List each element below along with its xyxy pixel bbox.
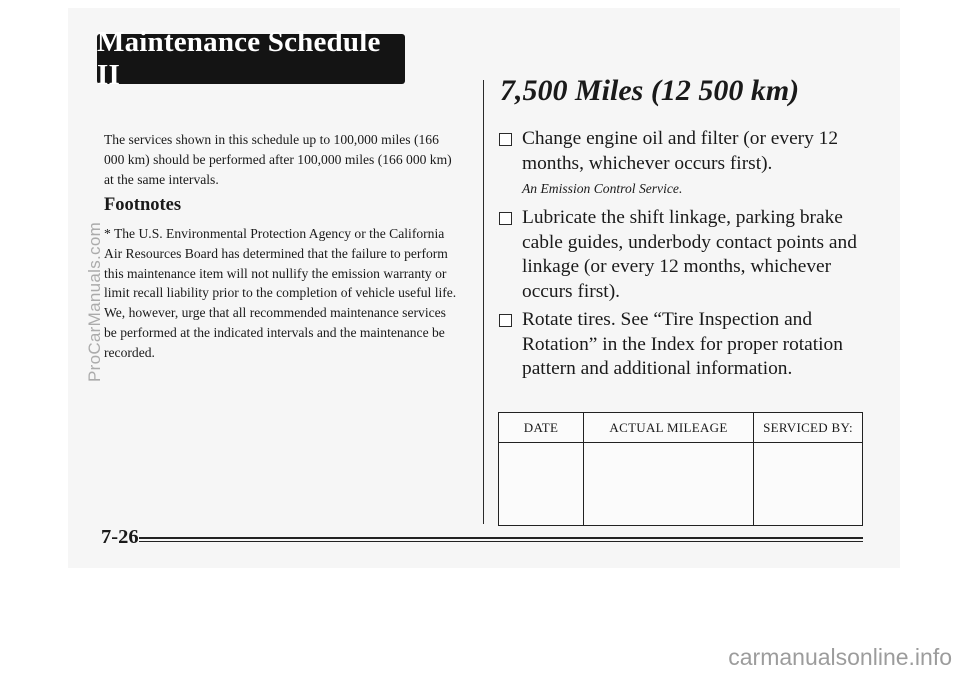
- column-divider: [483, 80, 484, 524]
- checkbox-icon[interactable]: [499, 133, 512, 146]
- checklist-item-text: Rotate tires. See “Tire Inspection and Rotation” in the Index for proper rotation pattern and additional information.: [522, 309, 843, 379]
- table-row: [499, 443, 863, 526]
- table-header-row: [499, 413, 863, 443]
- footnote-text: * The U.S. Environmental Protection Agency or the California Air Resources Board has determined that the failure to perform this maintenance item will not nullify the emission warranty or limit recall liability prior to the completion of vehicle useful life. We, however, urge that all recommended maintenance services be performed at the indicated intervals and the maintenance be recorded.: [104, 226, 457, 360]
- table-header-date: DATE: [499, 413, 584, 443]
- page-number: 7-26: [101, 526, 139, 548]
- date-cell[interactable]: [499, 443, 584, 526]
- intro-paragraph: The services shown in this schedule up to 100,000 miles (166 000 km) should be performed after 100,000 miles (166 000 km) at the same intervals.: [104, 132, 452, 187]
- footer-rule: [139, 537, 863, 539]
- checkbox-icon[interactable]: [499, 212, 512, 225]
- table-header-actual-mileage: ACTUAL MILEAGE: [584, 413, 754, 443]
- page-title: Maintenance Schedule II: [97, 26, 381, 91]
- checklist-item-lubricate: [498, 206, 870, 304]
- bottom-watermark: carmanualsonline.info: [728, 644, 952, 670]
- checklist-item-text: Lubricate the shift linkage, parking brake cable guides, underbody contact points and linkage (or every 12 months, whichever occurs first).: [522, 207, 857, 302]
- table-header-serviced-by: SERVICED BY:: [754, 413, 863, 443]
- checklist-item-oil-change: [498, 127, 870, 176]
- actual-mileage-cell[interactable]: [584, 443, 754, 526]
- emission-note: An Emission Control Service.: [522, 181, 683, 196]
- section-header: [97, 26, 405, 91]
- serviced-by-cell[interactable]: [754, 443, 863, 526]
- mileage-heading: 7,500 Miles (12 500 km): [500, 74, 800, 107]
- side-watermark: ProCarManuals.com: [85, 221, 104, 382]
- checkbox-icon[interactable]: [499, 314, 512, 327]
- service-checklist: [498, 127, 870, 386]
- service-record-table: [498, 412, 863, 526]
- checklist-item-text: Change engine oil and filter (or every 12 months, whichever occurs first).: [522, 128, 839, 174]
- checklist-item-rotate-tires: [498, 308, 870, 382]
- footnotes-heading: Footnotes: [104, 195, 182, 215]
- footer-rule: [139, 541, 863, 542]
